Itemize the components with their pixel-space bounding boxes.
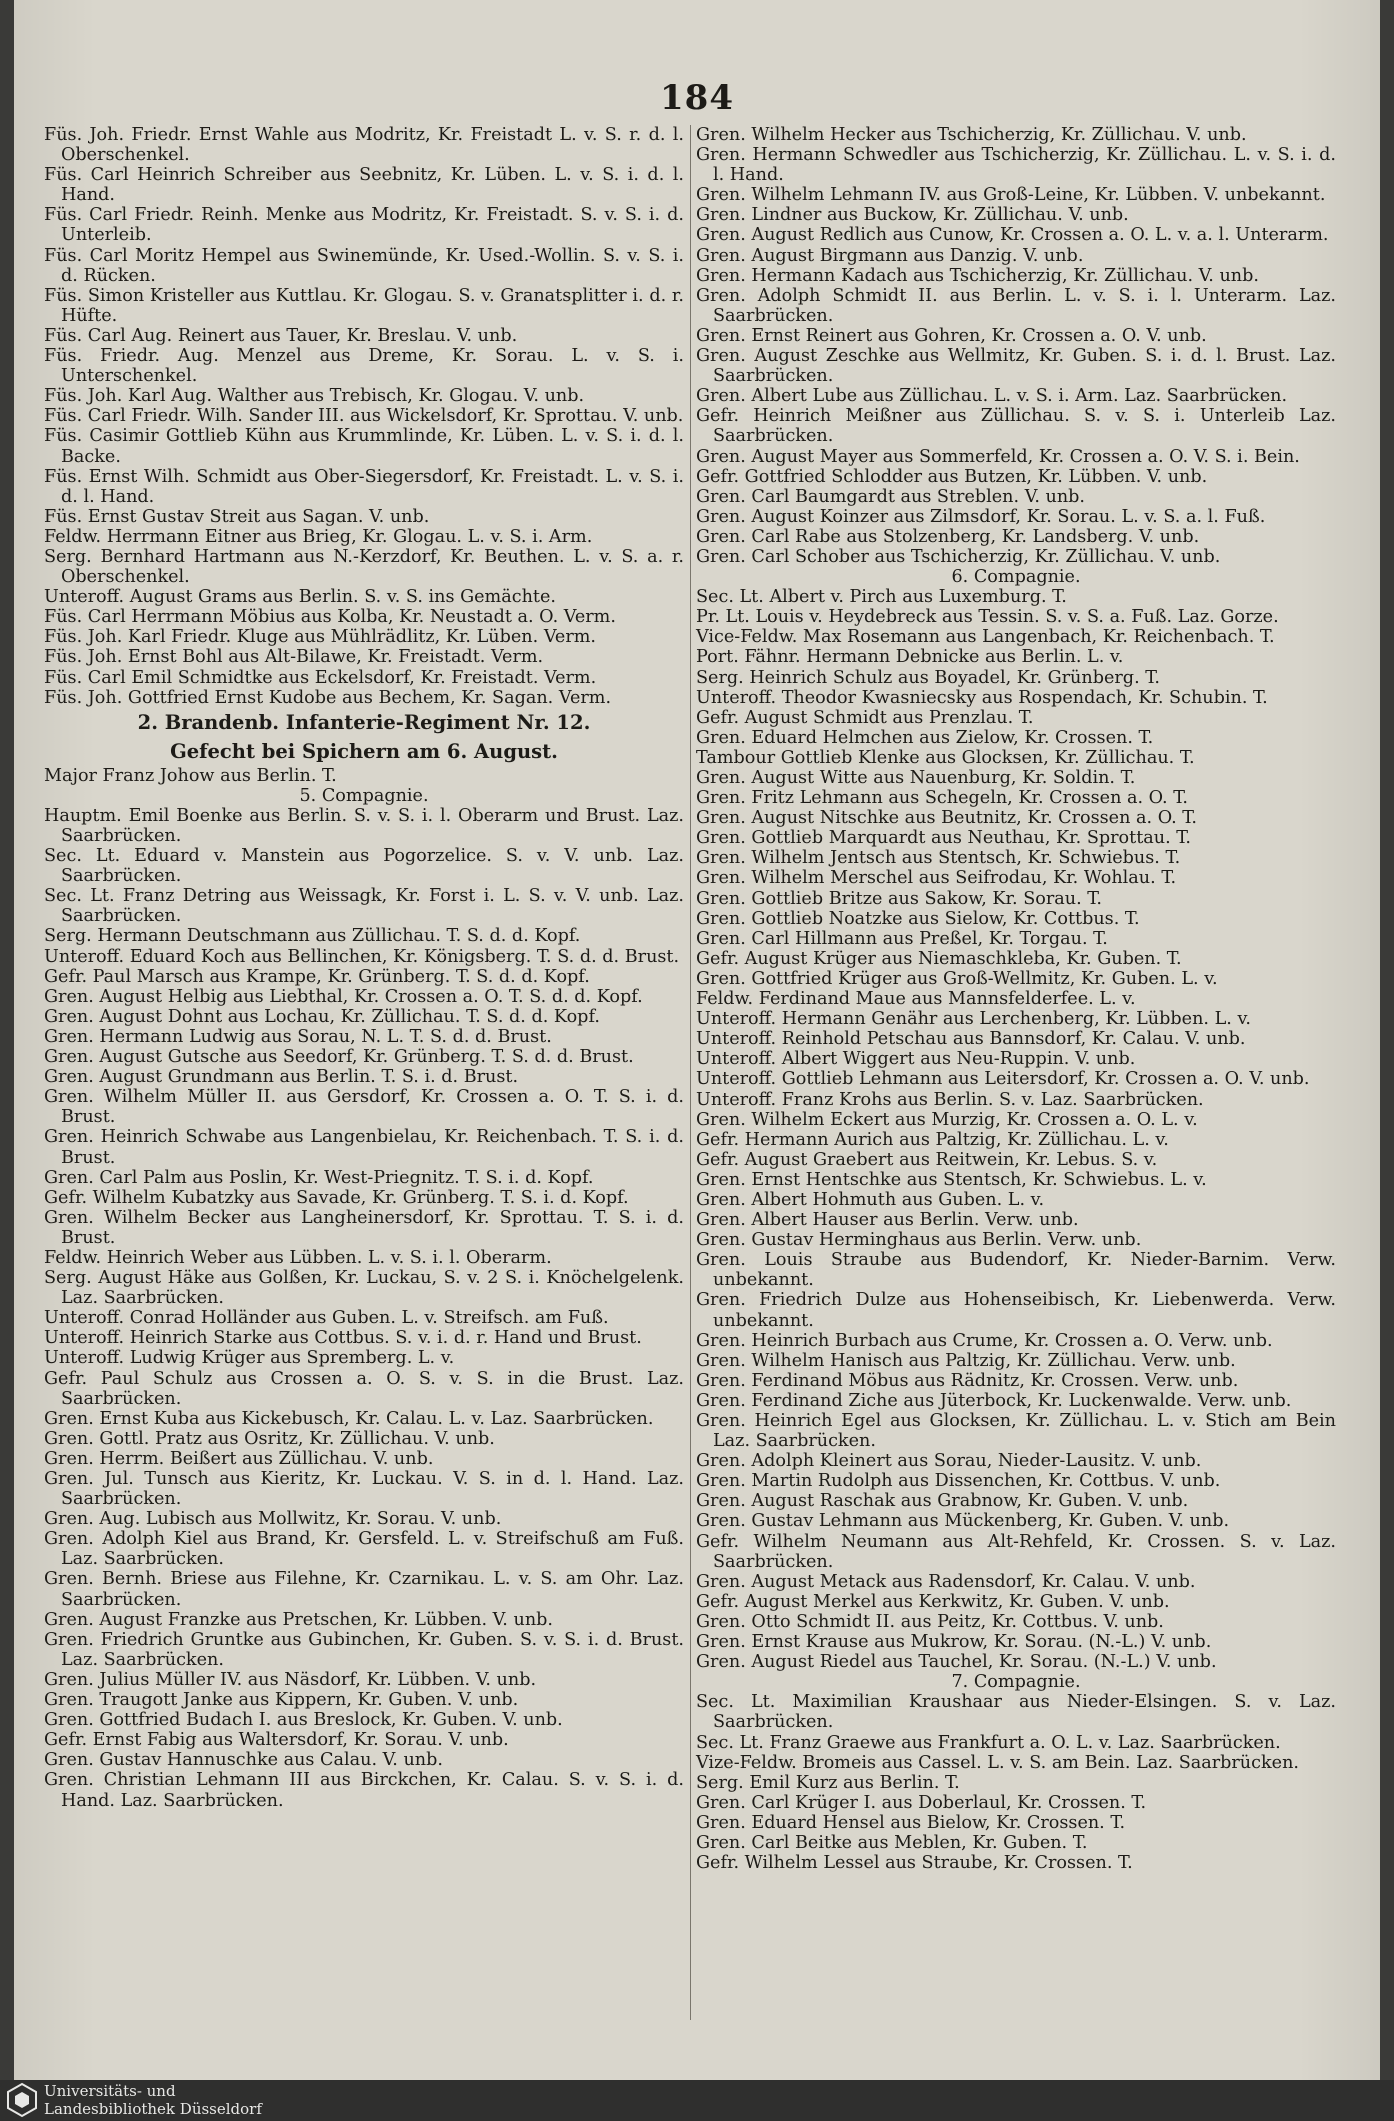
casualty-entry: Gren. Gottlieb Marquardt aus Neuthau, Kr. Sprottau. T. [696, 828, 1192, 849]
casualty-entry: Gren. August Witte aus Nauenburg, Kr. Soldin. T. [696, 768, 1136, 788]
casualty-entry: Gren. Heinrich Schwabe aus Langenbielau, Kr. Reichenbach. T. S. i. d. Brust. [44, 1127, 684, 1168]
casualty-entry: Unteroff. Heinrich Starke aus Cottbus. S. v. i. d. r. Hand und Brust. [44, 1328, 642, 1349]
casualty-entry: Gren. Carl Schober aus Tschicherzig, Kr. Züllichau. V. unb. [696, 546, 1221, 567]
casualty-entry: Gren. August Metack aus Radensdorf, Kr. Calau. V. unb. [696, 1571, 1196, 1592]
casualty-entry: Feldw. Heinrich Weber aus Lübben. L. v. S. i. l. Oberarm. [44, 1247, 552, 1268]
page-number: 184 [660, 78, 734, 118]
library-name-line-2: Landesbibliothek Düsseldorf [44, 2100, 262, 2118]
casualty-entry: Gren. Hermann Schwedler aus Tschicherzig, Kr. Züllichau. L. v. S. i. d. l. Hand. [696, 145, 1336, 186]
casualty-entry: Gren. August Gutsche aus Seedorf, Kr. Grünberg. T. S. d. d. Brust. [44, 1047, 634, 1068]
document-page [14, 0, 1380, 2080]
casualty-entry: Gren. Jul. Tunsch aus Kieritz, Kr. Luckau. V. S. in d. l. Hand. Laz. Saarbrücken. [44, 1469, 684, 1510]
casualty-entry: Gren. Ernst Krause aus Mukrow, Kr. Sorau. (N.-L.) V. unb. [696, 1632, 1212, 1653]
company-heading-7: 7. Compagnie. [951, 1672, 1081, 1693]
battle-heading: Gefecht bei Spichern am 6. August. [170, 739, 558, 763]
casualty-entry: Gren. Christian Lehmann III aus Birckchen, Kr. Calau. S. v. S. i. d. Hand. Laz. Saarbrücken. [44, 1770, 684, 1811]
casualty-entry: Vize-Feldw. Bromeis aus Cassel. L. v. S. am Bein. Laz. Saarbrücken. [696, 1752, 1299, 1773]
casualty-entry: Gren. Adolph Kiel aus Brand, Kr. Gersfeld. L. v. Streifschuß am Fuß. Laz. Saarbrücken. [44, 1529, 684, 1570]
casualty-entry: Unteroff. Franz Krohs aus Berlin. S. v. Laz. Saarbrücken. [696, 1089, 1204, 1110]
casualty-entry: Gefr. Wilhelm Kubatzky aus Savade, Kr. Grünberg. T. S. i. d. Kopf. [44, 1187, 629, 1208]
casualty-entry: Gren. Carl Baumgardt aus Streblen. V. unb. [696, 486, 1086, 507]
casualty-entry: Gren. Carl Rabe aus Stolzenberg, Kr. Landsberg. V. unb. [696, 526, 1200, 547]
casualty-entry: Gren. Gustav Herminghaus aus Berlin. Verw. unb. [696, 1230, 1142, 1251]
casualty-entry: Gren. Albert Hauser aus Berlin. Verw. unb. [696, 1210, 1079, 1231]
casualty-entry: Füs. Carl Friedr. Wilh. Sander III. aus Wickelsdorf, Kr. Sprottau. V. unb. [44, 406, 684, 427]
casualty-entry: Gren. Carl Beitke aus Meblen, Kr. Guben. T. [696, 1832, 1088, 1853]
casualty-entry: Füs. Carl Aug. Reinert aus Tauer, Kr. Breslau. V. unb. [44, 325, 518, 346]
casualty-entry: Gren. Friedrich Gruntke aus Gubinchen, Kr. Guben. S. v. S. i. d. Brust. Laz. Saarbrücken. [44, 1629, 684, 1670]
casualty-entry: Gefr. August Krüger aus Niemaschkleba, Kr. Guben. T. [696, 948, 1182, 969]
regiment-heading: 2. Brandenb. Infanterie-Regiment Nr. 12. [137, 710, 591, 734]
casualty-entry: Gren. Louis Straube aus Budendorf, Kr. Nieder-Barnim. Verw. unbekannt. [696, 1250, 1336, 1291]
casualty-entry: Gren. Gottlieb Britze aus Sakow, Kr. Sorau. T. [696, 888, 1103, 909]
casualty-entry: Sec. Lt. Maximilian Kraushaar aus Nieder-Elsingen. S. v. Laz. Saarbrücken. [696, 1692, 1336, 1733]
casualty-entry: Gren. Wilhelm Eckert aus Murzig, Kr. Crossen a. O. L. v. [696, 1109, 1198, 1130]
casualty-entry: Gren. August Zeschke aus Wellmitz, Kr. Guben. S. i. d. l. Brust. Laz. Saarbrücken. [696, 346, 1336, 387]
casualty-entry: Serg. Heinrich Schulz aus Boyadel, Kr. Grünberg. T. [696, 667, 1160, 688]
casualty-entry: Gren. Wilhelm Hecker aus Tschicherzig, Kr. Züllichau. V. unb. [696, 125, 1247, 145]
casualty-entry: Gren. Lindner aus Buckow, Kr. Züllichau. V. unb. [696, 205, 1129, 226]
casualty-entry: Gren. August Koinzer aus Zilmsdorf, Kr. Sorau. L. v. S. a. l. Fuß. [696, 506, 1266, 527]
casualty-entry: Unteroff. Theodor Kwasniecsky aus Rospendach, Kr. Schubin. T. [696, 687, 1268, 708]
casualty-entry: Gren. Ernst Reinert aus Gohren, Kr. Crossen a. O. V. unb. [696, 325, 1207, 346]
casualty-entry: Unteroff. Conrad Holländer aus Guben. L. v. Streifsch. am Fuß. [44, 1308, 609, 1329]
casualty-entry: Gren. August Franzke aus Pretschen, Kr. Lübben. V. unb. [44, 1609, 554, 1630]
casualty-entry: Serg. Hermann Deutschmann aus Züllichau. T. S. d. d. Kopf. [44, 926, 581, 947]
casualty-entry: Gren. August Helbig aus Liebthal, Kr. Crossen a. O. T. S. d. d. Kopf. [44, 986, 643, 1007]
casualty-entry: Gren. Heinrich Burbach aus Crume, Kr. Crossen a. O. Verw. unb. [696, 1330, 1273, 1351]
casualty-entry: Feldw. Herrmann Eitner aus Brieg, Kr. Glogau. L. v. S. i. Arm. [44, 526, 593, 547]
casualty-entry: Füs. Carl Heinrich Schreiber aus Seebnitz, Kr. Lüben. L. v. S. i. d. l. Hand. [44, 165, 684, 206]
library-name-line-1: Universitäts- und [44, 2082, 176, 2100]
casualty-entry: Major Franz Johow aus Berlin. T. [44, 765, 337, 786]
casualty-entry: Füs. Carl Herrmann Möbius aus Kolba, Kr. Neustadt a. O. Verm. [44, 607, 616, 628]
casualty-entry: Unteroff. Eduard Koch aus Bellinchen, Kr. Königsberg. T. S. d. d. Brust. [44, 946, 680, 967]
casualty-entry: Vice-Feldw. Max Rosemann aus Langenbach, Kr. Reichenbach. T. [696, 627, 1275, 648]
casualty-entry: Füs. Joh. Ernst Bohl aus Alt-Bilawe, Kr. Freistadt. Verm. [44, 647, 544, 668]
entry-list-3 [44, 806, 684, 1811]
library-footer [0, 2080, 1394, 2121]
casualty-entry: Füs. Ernst Gustav Streit aus Sagan. V. unb. [44, 506, 430, 527]
casualty-entry: Füs. Ernst Wilh. Schmidt aus Ober-Siegersdorf, Kr. Freistadt. L. v. S. i. d. l. Hand. [44, 466, 684, 507]
casualty-entry: Gren. August Riedel aus Tauchel, Kr. Sorau. (N.-L.) V. unb. [696, 1652, 1217, 1673]
casualty-entry: Hauptm. Emil Boenke aus Berlin. S. v. S. i. l. Oberarm und Brust. Laz. Saarbrücken. [44, 805, 684, 846]
casualty-entry: Gefr. Hermann Aurich aus Paltzig, Kr. Züllichau. L. v. [696, 1129, 1169, 1150]
casualty-entry: Gefr. August Graebert aus Reitwein, Kr. Lebus. S. v. [696, 1149, 1158, 1170]
casualty-entry: Gren. Herrm. Beißert aus Züllichau. V. unb. [44, 1448, 434, 1469]
casualty-entry: Unteroff. Ludwig Krüger aus Spremberg. L. v. [44, 1348, 455, 1369]
casualty-entry: Gren. Carl Krüger I. aus Doberlaul, Kr. Crossen. T. [696, 1792, 1147, 1813]
casualty-entry: Sec. Lt. Albert v. Pirch aus Luxemburg. T. [696, 587, 1067, 608]
casualty-entry: Gren. Wilhelm Merschel aus Seifrodau, Kr. Wohlau. T. [696, 868, 1177, 889]
casualty-entry: Unteroff. August Grams aus Berlin. S. v. S. ins Gemächte. [44, 587, 556, 608]
casualty-entry: Gren. Friedrich Dulze aus Hohenseibisch, Kr. Liebenwerda. Verw. unbekannt. [696, 1290, 1336, 1331]
casualty-entry: Sec. Lt. Franz Graewe aus Frankfurt a. O. L. v. Laz. Saarbrücken. [696, 1732, 1281, 1753]
casualty-entry: Gren. Otto Schmidt II. aus Peitz, Kr. Cottbus. V. unb. [696, 1611, 1164, 1632]
casualty-entry: Serg. August Häke aus Golßen, Kr. Luckau, S. v. 2 S. i. Knöchelgelenk. Laz. Saarbrücken. [44, 1268, 684, 1309]
casualty-entry: Gren. August Redlich aus Cunow, Kr. Crossen a. O. L. v. a. l. Unterarm. [696, 225, 1329, 246]
casualty-entry: Gren. Traugott Janke aus Kippern, Kr. Guben. V. unb. [44, 1690, 519, 1711]
casualty-entry: Füs. Carl Emil Schmidtke aus Eckelsdorf, Kr. Freistadt. Verm. [44, 667, 597, 688]
casualty-entry: Gren. Gustav Lehmann aus Mückenberg, Kr. Guben. V. unb. [696, 1511, 1230, 1532]
right-column [696, 125, 1336, 1873]
casualty-entry: Feldw. Ferdinand Maue aus Mannsfelderfee. L. v. [696, 989, 1136, 1010]
left-column [44, 125, 684, 1811]
casualty-entry: Gefr. Wilhelm Lessel aus Straube, Kr. Crossen. T. [696, 1853, 1133, 1874]
casualty-entry: Gren. Adolph Schmidt II. aus Berlin. L. v. S. i. l. Unterarm. Laz. Saarbrücken. [696, 285, 1336, 326]
casualty-entry: Gren. Gottfried Budach I. aus Breslock, Kr. Guben. V. unb. [44, 1710, 563, 1731]
casualty-entry: Serg. Bernhard Hartmann aus N.-Kerzdorf, Kr. Beuthen. L. v. S. a. r. Oberschenkel. [44, 546, 684, 588]
casualty-entry: Gren. Gottl. Pratz aus Osritz, Kr. Züllichau. V. unb. [44, 1428, 495, 1449]
casualty-entry: Gren. Wilhelm Lehmann IV. aus Groß-Leine, Kr. Lübben. V. unbekannt. [696, 185, 1326, 206]
casualty-entry: Gren. Carl Hillmann aus Preßel, Kr. Torgau. T. [696, 928, 1108, 949]
casualty-entry: Gren. Martin Rudolph aus Dissenchen, Kr. Cottbus. V. unb. [696, 1471, 1221, 1492]
casualty-entry: Gefr. Paul Schulz aus Crossen a. O. S. v. S. in die Brust. Laz. Saarbrücken. [44, 1368, 684, 1409]
casualty-entry: Gren. Hermann Kadach aus Tschicherzig, Kr. Züllichau. V. unb. [696, 265, 1259, 286]
casualty-entry: Füs. Friedr. Aug. Menzel aus Dreme, Kr. Sorau. L. v. S. i. Unterschenkel. [44, 346, 684, 387]
casualty-entry: Füs. Carl Friedr. Reinh. Menke aus Modritz, Kr. Freistadt. S. v. S. i. d. Unterleib. [44, 205, 684, 246]
casualty-entry: Füs. Joh. Karl Friedr. Kluge aus Mühlrädlitz, Kr. Lüben. Verm. [44, 627, 597, 648]
casualty-entry: Gren. Ernst Hentschke aus Stentsch, Kr. Schwiebus. L. v. [696, 1169, 1207, 1190]
casualty-entry: Gefr. August Merkel aus Kerkwitz, Kr. Guben. V. unb. [696, 1591, 1170, 1612]
library-name [44, 2082, 262, 2118]
casualty-entry: Gren. Fritz Lehmann aus Schegeln, Kr. Crossen a. O. T. [696, 788, 1188, 809]
casualty-entry: Gren. Aug. Lubisch aus Mollwitz, Kr. Sorau. V. unb. [44, 1509, 502, 1530]
casualty-entry: Füs. Joh. Friedr. Ernst Wahle aus Modritz, Kr. Freistadt L. v. S. r. d. l. Oberschenkel. [44, 125, 684, 166]
casualty-entry: Gren. Gottlieb Noatzke aus Sielow, Kr. Cottbus. T. [696, 908, 1140, 929]
casualty-entry: Gren. Albert Hohmuth aus Guben. L. v. [696, 1189, 1045, 1210]
casualty-entry: Port. Fähnr. Hermann Debnicke aus Berlin. L. v. [696, 647, 1124, 668]
casualty-entry: Gefr. Wilhelm Neumann aus Alt-Rehfeld, Kr. Crossen. S. v. Laz. Saarbrücken. [696, 1531, 1336, 1572]
casualty-entry: Gren. Adolph Kleinert aus Sorau, Nieder-Lausitz. V. unb. [696, 1451, 1202, 1472]
casualty-entry: Gefr. Paul Marsch aus Krampe, Kr. Grünberg. T. S. d. d. Kopf. [44, 966, 590, 987]
casualty-entry: Gren. Carl Palm aus Poslin, Kr. West-Priegnitz. T. S. i. d. Kopf. [44, 1167, 594, 1188]
library-logo-icon [6, 2082, 38, 2118]
casualty-entry: Serg. Emil Kurz aus Berlin. T. [696, 1772, 960, 1793]
casualty-entry: Füs. Carl Moritz Hempel aus Swinemünde, Kr. Used.-Wollin. S. v. S. i. d. Rücken. [44, 245, 684, 286]
casualty-entry: Gren. Eduard Helmchen aus Zielow, Kr. Crossen. T. [696, 727, 1154, 748]
casualty-entry: Gren. Bernh. Briese aus Filehne, Kr. Czarnikau. L. v. S. am Ohr. Laz. Saarbrücken. [44, 1569, 684, 1610]
casualty-entry: Gren. Albert Lube aus Züllichau. L. v. S. i. Arm. Laz. Saarbrücken. [696, 386, 1288, 407]
casualty-entry: Gren. August Mayer aus Sommerfeld, Kr. Crossen a. O. V. S. i. Bein. [696, 446, 1300, 467]
casualty-entry: Gren. August Dohnt aus Lochau, Kr. Züllichau. T. S. d. d. Kopf. [44, 1006, 600, 1027]
casualty-entry: Gren. Hermann Ludwig aus Sorau, N. L. T. S. d. d. Brust. [44, 1026, 552, 1047]
casualty-entry: Gren. Ferdinand Möbus aus Rädnitz, Kr. Crossen. Verw. unb. [696, 1370, 1239, 1391]
casualty-entry: Gefr. Heinrich Meißner aus Züllichau. S. v. S. i. Unterleib Laz. Saarbrücken. [696, 406, 1336, 447]
casualty-entry: Gren. Heinrich Egel aus Glocksen, Kr. Züllichau. L. v. Stich am Bein Laz. Saarbrücken. [696, 1411, 1336, 1452]
casualty-entry: Füs. Casimir Gottlieb Kühn aus Krummlinde, Kr. Lüben. L. v. S. i. d. l. Backe. [44, 426, 684, 467]
casualty-entry: Gren. August Birgmann aus Danzig. V. unb. [696, 245, 1084, 266]
casualty-entry: Gren. Wilhelm Müller II. aus Gersdorf, Kr. Crossen a. O. T. S. i. d. Brust. [44, 1087, 684, 1128]
casualty-entry: Gren. August Grundmann aus Berlin. T. S. i. d. Brust. [44, 1067, 519, 1088]
entry-list-5 [696, 587, 1336, 1672]
casualty-entry: Gren. Julius Müller IV. aus Näsdorf, Kr. Lübben. V. unb. [44, 1669, 537, 1690]
entry-list-6 [696, 1692, 1336, 1873]
casualty-entry: Unteroff. Reinhold Petschau aus Bannsdorf, Kr. Calau. V. unb. [696, 1029, 1246, 1050]
casualty-entry: Gefr. Gottfried Schlodder aus Butzen, Kr. Lübben. V. unb. [696, 466, 1208, 487]
casualty-entry: Gefr. Ernst Fabig aus Waltersdorf, Kr. Sorau. V. unb. [44, 1730, 509, 1751]
entry-list-1 [44, 125, 684, 708]
company-heading-5: 5. Compagnie. [299, 785, 429, 806]
casualty-entry: Unteroff. Gottlieb Lehmann aus Leitersdorf, Kr. Crossen a. O. V. unb. [696, 1069, 1310, 1090]
casualty-entry: Tambour Gottlieb Klenke aus Glocksen, Kr. Züllichau. T. [696, 747, 1195, 768]
casualty-entry: Gren. Wilhelm Hanisch aus Paltzig, Kr. Züllichau. Verw. unb. [696, 1350, 1236, 1371]
casualty-entry: Unteroff. Albert Wiggert aus Neu-Ruppin. V. unb. [696, 1049, 1136, 1070]
casualty-entry: Füs. Joh. Karl Aug. Walther aus Trebisch, Kr. Glogau. V. unb. [44, 386, 585, 407]
column-divider [690, 125, 691, 2020]
casualty-entry: Sec. Lt. Eduard v. Manstein aus Pogorzelice. S. v. V. unb. Laz. Saarbrücken. [44, 846, 684, 887]
casualty-entry: Sec. Lt. Franz Detring aus Weissagk, Kr. Forst i. L. S. v. V. unb. Laz. Saarbrücken. [44, 886, 684, 927]
casualty-entry: Unteroff. Hermann Genähr aus Lerchenberg, Kr. Lübben. L. v. [696, 1009, 1251, 1030]
casualty-entry: Gren. August Nitschke aus Beutnitz, Kr. Crossen a. O. T. [696, 808, 1198, 829]
casualty-entry: Gren. Wilhelm Becker aus Langheinersdorf, Kr. Sprottau. T. S. i. d. Brust. [44, 1207, 684, 1248]
casualty-entry: Pr. Lt. Louis v. Heydebreck aus Tessin. S. v. S. a. Fuß. Laz. Gorze. [696, 607, 1279, 628]
casualty-entry: Füs. Simon Kristeller aus Kuttlau. Kr. Glogau. S. v. Granatsplitter i. d. r. Hüfte. [44, 285, 684, 326]
entry-list-4 [696, 125, 1336, 567]
casualty-entry: Füs. Joh. Gottfried Ernst Kudobe aus Bechem, Kr. Sagan. Verm. [44, 687, 612, 708]
entry-list-2 [44, 766, 684, 786]
casualty-entry: Gefr. August Schmidt aus Prenzlau. T. [696, 707, 1034, 728]
casualty-entry: Gren. Gustav Hannuschke aus Calau. V. unb. [44, 1750, 443, 1771]
casualty-entry: Gren. Gottfried Krüger aus Groß-Wellmitz, Kr. Guben. L. v. [696, 968, 1218, 989]
casualty-entry: Gren. Eduard Hensel aus Bielow, Kr. Crossen. T. [696, 1812, 1126, 1833]
casualty-entry: Gren. August Raschak aus Grabnow, Kr. Guben. V. unb. [696, 1491, 1189, 1512]
casualty-entry: Gren. Ernst Kuba aus Kickebusch, Kr. Calau. L. v. Laz. Saarbrücken. [44, 1408, 654, 1429]
casualty-entry: Gren. Wilhelm Jentsch aus Stentsch, Kr. Schwiebus. T. [696, 848, 1181, 869]
company-heading-6: 6. Compagnie. [951, 567, 1081, 588]
casualty-entry: Gren. Ferdinand Ziche aus Jüterbock, Kr. Luckenwalde. Verw. unb. [696, 1390, 1292, 1411]
